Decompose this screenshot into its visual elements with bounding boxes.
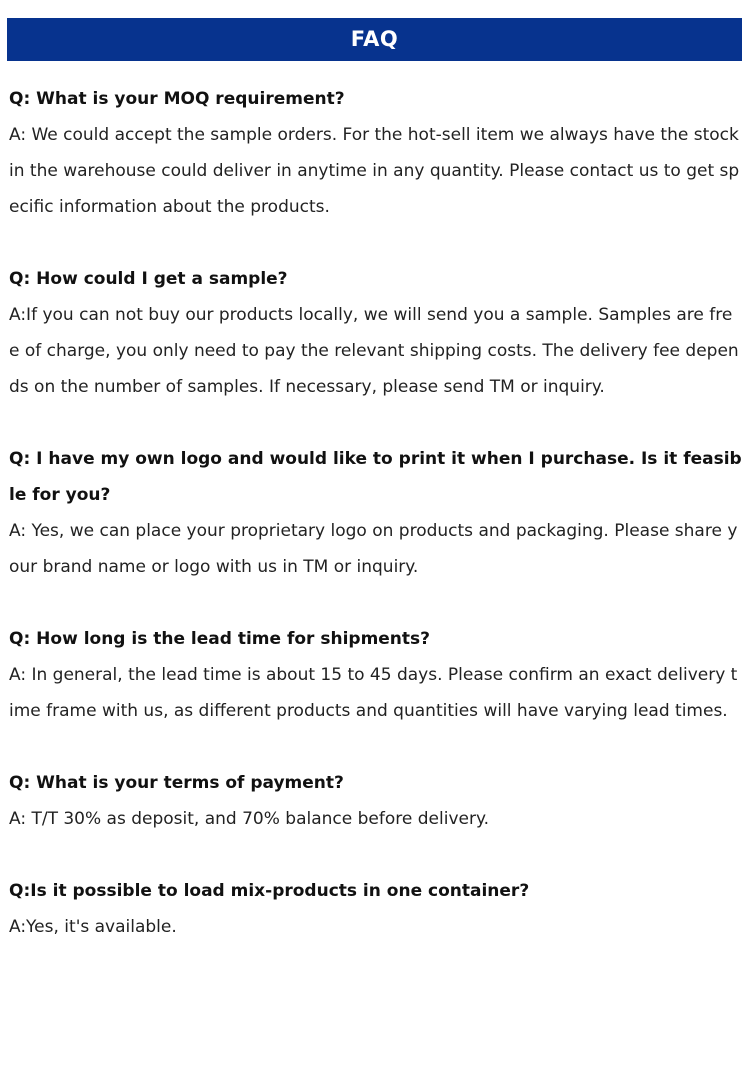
faq-item-lead-time bbox=[9, 621, 742, 729]
faq-item-mix-products bbox=[9, 873, 742, 945]
faq-answer: A: T/T 30% as deposit, and 70% balance before delivery. bbox=[9, 809, 489, 829]
faq-question: Q: What is your terms of payment? bbox=[9, 773, 344, 793]
faq-item-moq bbox=[9, 81, 742, 225]
faq-question: Q: How long is the lead time for shipments? bbox=[9, 629, 431, 649]
faq-list bbox=[9, 81, 742, 981]
faq-answer: A: In general, the lead time is about 15 to 45 days. Please confirm an exact delivery time frame with us, as different products and quantities will have varying lead times. bbox=[9, 665, 738, 721]
faq-item-logo bbox=[9, 441, 742, 585]
faq-answer: A: Yes, we can place your proprietary logo on products and packaging. Please share your brand name or logo with us in TM or inquiry. bbox=[9, 521, 738, 577]
faq-question: Q: How could I get a sample? bbox=[9, 269, 288, 289]
faq-answer: A:If you can not buy our products locally, we will send you a sample. Samples are free of charge, you only need to pay the relevant shipping costs. The delivery fee depends on the number of samples. If necessary, please send TM or inquiry. bbox=[9, 305, 739, 397]
faq-item-sample bbox=[9, 261, 742, 405]
faq-header-title: FAQ bbox=[7, 18, 742, 61]
faq-answer: A: We could accept the sample orders. For the hot-sell item we always have the stock in the warehouse could deliver in anytime in any quantity. Please contact us to get specific information about the products. bbox=[9, 125, 740, 217]
faq-answer: A:Yes, it's available. bbox=[9, 917, 177, 937]
faq-question: Q: I have my own logo and would like to print it when I purchase. Is it feasible for you? bbox=[9, 449, 742, 505]
faq-question: Q: What is your MOQ requirement? bbox=[9, 89, 345, 109]
faq-question: Q:Is it possible to load mix-products in one container? bbox=[9, 881, 530, 901]
faq-item-payment bbox=[9, 765, 742, 837]
